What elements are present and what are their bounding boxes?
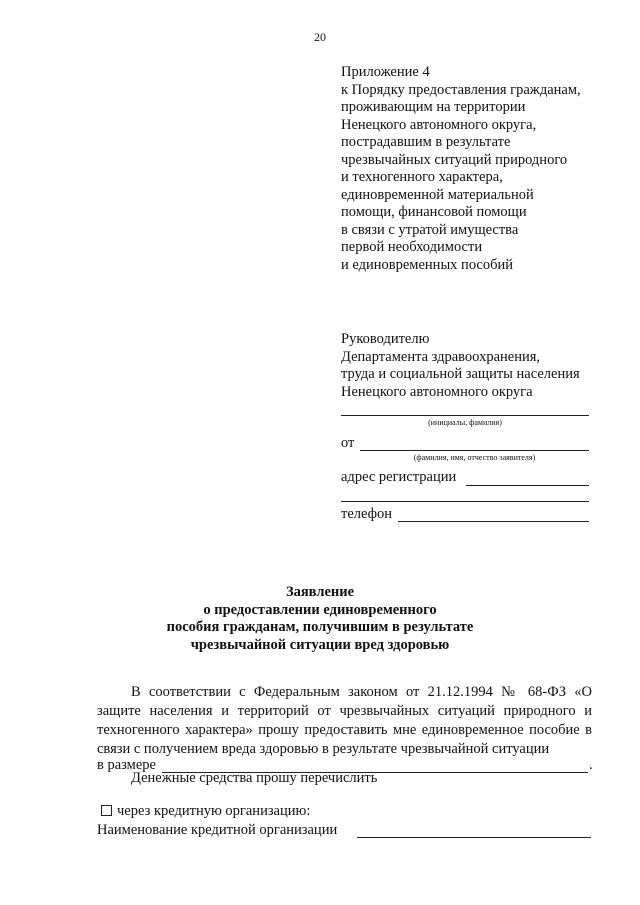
appendix-line: и техногенного характера,	[341, 169, 503, 185]
appendix-line: Приложение 4	[341, 64, 430, 80]
applicant-name-field[interactable]	[360, 450, 589, 451]
appendix-line: к Порядку предоставления гражданам,	[341, 81, 581, 98]
address-label: адрес регистрации	[341, 469, 457, 485]
title-line: чрезвычайной ситуации вред здоровью	[190, 636, 450, 653]
document-title	[0, 584, 640, 654]
addressee-line: Ненецкого автономного округа	[341, 383, 533, 400]
checkbox-icon[interactable]	[101, 805, 112, 816]
from-label: от	[341, 435, 355, 451]
bank-name-field[interactable]	[357, 837, 591, 838]
address-field[interactable]	[466, 485, 589, 486]
credit-org-option[interactable]	[101, 803, 310, 820]
title-line: пособия гражданам, получившим в результате	[166, 619, 474, 635]
appendix-line: Ненецкого автономного округа,	[341, 116, 537, 133]
initials-field[interactable]	[341, 415, 589, 416]
bank-name-label: Наименование кредитной организации	[97, 822, 338, 838]
application-body	[97, 683, 592, 759]
addressee-block	[341, 331, 580, 401]
transfer-paragraph: Денежные средства прошу перечислить	[131, 770, 378, 786]
from-caption: (фамилия, имя, отчество заявителя)	[413, 453, 536, 462]
appendix-line: проживающим на территории	[341, 99, 526, 115]
appendix-line: чрезвычайных ситуаций природного	[341, 151, 568, 168]
addressee-line: Руководителю	[341, 331, 430, 347]
address-field-line-2[interactable]	[341, 501, 589, 502]
title-line: о предоставлении единовременного	[203, 601, 437, 618]
amount-end: .	[589, 757, 593, 773]
appendix-line: единовременной материальной	[341, 186, 534, 203]
appendix-line: и единовременных пособий	[341, 256, 514, 273]
appendix-line: первой необходимости	[341, 239, 483, 255]
phone-label: телефон	[341, 506, 393, 522]
addressee-line: труда и социальной защиты населения	[341, 366, 580, 382]
credit-org-option-label: через кредитную организацию:	[117, 803, 311, 819]
appendix-header	[341, 64, 581, 274]
body-paragraph: В соответствии с Федеральным законом от 21.12.1994 № 68-ФЗ «О защите населения и территорий от чрезвычайных ситуаций природного и техногенного характера» прошу предоставить мне единовременное пособие в связи с получением вреда здоровью в результате чрезвычайной ситуации	[97, 684, 592, 757]
initials-caption: (инициалы, фамилия)	[428, 418, 502, 427]
addressee-line: Департамента здравоохранения,	[341, 348, 541, 365]
title-line: Заявление	[285, 584, 355, 600]
appendix-line: в связи с утратой имущества	[341, 221, 519, 238]
phone-field[interactable]	[398, 521, 589, 522]
page-number: 20	[314, 30, 326, 44]
appendix-line: помощи, финансовой помощи	[341, 204, 527, 220]
appendix-line: пострадавшим в результате	[341, 134, 511, 150]
amount-label: в размере	[97, 757, 156, 773]
